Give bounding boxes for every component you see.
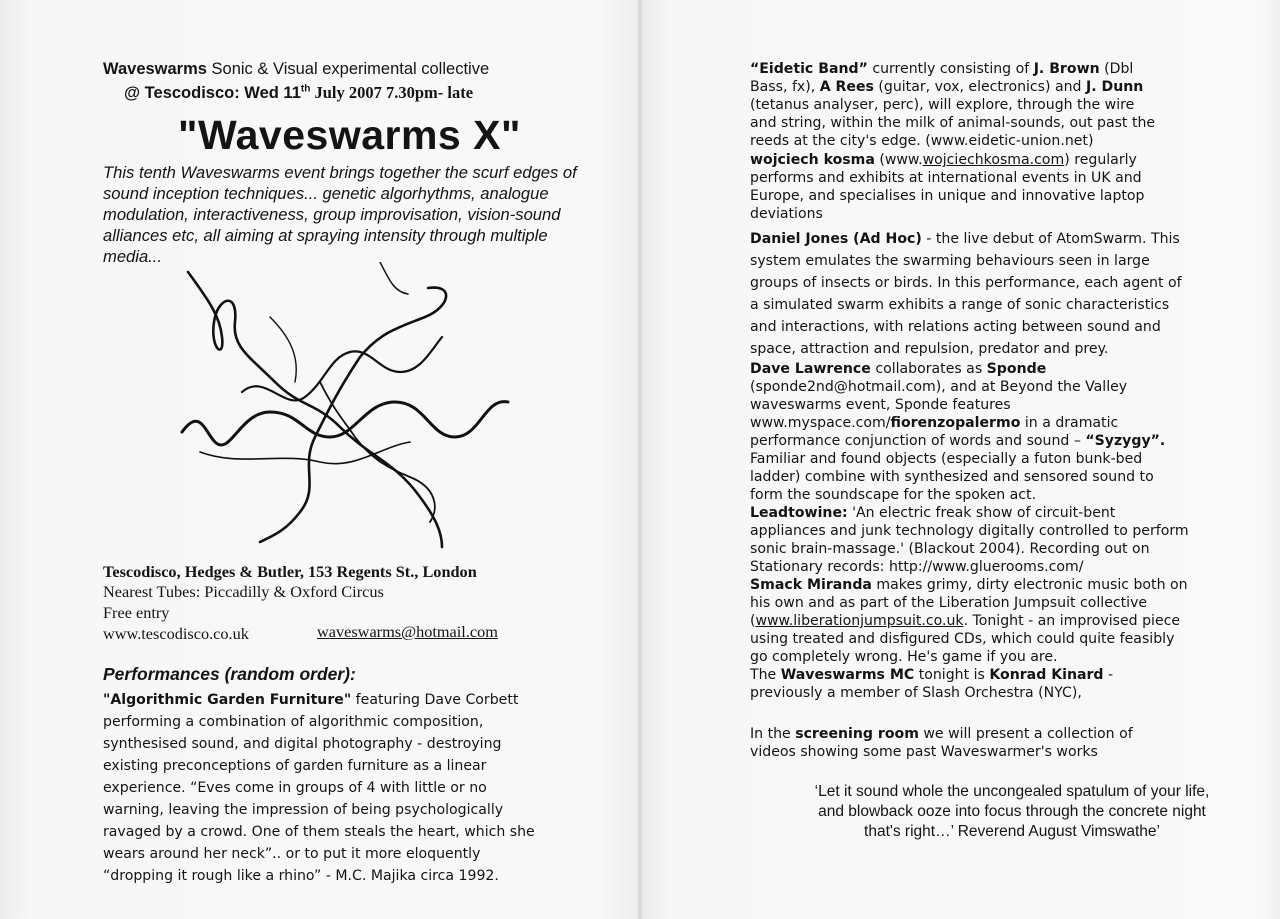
- eidetic-line: reeds at the city's edge. (www.eidetic-union.net): [750, 133, 1094, 149]
- lawrence-name: Dave Lawrence: [750, 361, 871, 377]
- kosma-line: Europe, and specialises in unique and innovative laptop: [750, 188, 1145, 204]
- header-line-2: [124, 83, 473, 103]
- jones-line: [750, 230, 1180, 249]
- closing-quote: [742, 782, 1280, 842]
- smack-line: [750, 612, 1180, 631]
- member-j-brown: J. Brown: [1033, 61, 1100, 77]
- smack-line: using treated and disfigured CDs, which could quite feasibly: [750, 631, 1175, 647]
- syzygy-title: “Syzygy”: [1085, 433, 1160, 449]
- header-line-1: [103, 60, 489, 79]
- mc-text: -: [1103, 667, 1114, 683]
- smack-line: [750, 576, 1188, 595]
- venue-date: @ Tescodisco: Wed 11: [124, 84, 301, 102]
- right-page: [642, 0, 1280, 919]
- lawrence-text: .: [1159, 433, 1166, 449]
- smack-text: (: [750, 613, 756, 629]
- screening-line: [750, 725, 1133, 744]
- first-act-line: performing a combination of algorithmic composition,: [103, 714, 484, 730]
- quote-line: ‘Let it sound whole the uncongealed spatulum of your life,: [814, 783, 1210, 800]
- leadtowine-text: 'An electric freak show of circuit-bent: [847, 505, 1116, 521]
- jones-line: a simulated swarm exhibits a range of sonic characteristics: [750, 297, 1170, 313]
- collective-description: Sonic & Visual experimental collective: [206, 60, 490, 78]
- smack-text: . Tonight - an improvised piece: [963, 613, 1181, 629]
- myspace-handle: fiorenzopalermo: [890, 415, 1021, 431]
- performances-heading-colon: :: [350, 664, 356, 684]
- screening-room: screening room: [795, 726, 919, 742]
- first-act-line: experience. “Eves come in groups of 4 with little or no: [103, 780, 487, 796]
- lawrence-line: ladder) combine with synthesized and sensored sound to: [750, 469, 1154, 485]
- first-act-line: synthesised sound, and digital photography - destroying: [103, 736, 502, 752]
- first-act-line: ravaged by a crowd. One of them steals the heart, which she: [103, 824, 535, 840]
- intro-paragraph: This tenth Waveswarms event brings together the scurf edges of sound inception techniques... genetic algorhythms, analogue modulation, interactiveness, group improvisation, vision-sound alliances etc, all aiming at spraying intensity through multiple media...: [103, 163, 577, 266]
- eidetic-band-name: “Eidetic Band”: [750, 61, 868, 77]
- kosma-text: ) regularly: [1064, 152, 1137, 168]
- first-act-line-1: [103, 691, 518, 710]
- lawrence-line: (sponde2nd@hotmail.com), and at Beyond the Valley: [750, 379, 1128, 395]
- mc-text: The: [750, 667, 781, 683]
- eidetic-line: [750, 60, 1133, 79]
- kosma-name: wojciech kosma: [750, 152, 875, 168]
- page-title: "Waveswarms X": [178, 112, 521, 158]
- eidetic-text: (guitar, vox, electronics) and: [873, 79, 1086, 95]
- kosma-line: performs and exhibits at international events in UK and: [750, 170, 1142, 186]
- lawrence-text: performance conjunction of words and sound –: [750, 433, 1086, 449]
- lawrence-line: waveswarms event, Sponde features: [750, 397, 1011, 413]
- first-act-line: “dropping it rough like a rhino” - M.C. Majika circa 1992.: [103, 868, 499, 884]
- member-j-dunn: J. Dunn: [1085, 79, 1144, 95]
- first-act-line: existing preconceptions of garden furniture as a linear: [103, 758, 487, 774]
- nearest-tubes: Nearest Tubes: Piccadilly & Oxford Circus: [103, 582, 384, 601]
- screening-text: In the: [750, 726, 796, 742]
- first-act-text: featuring Dave Corbett: [351, 692, 519, 708]
- jones-line: system emulates the swarming behaviours seen in large: [750, 253, 1150, 269]
- screening-text: we will present a collection of: [918, 726, 1133, 742]
- leadtowine-name: Leadtowine:: [750, 505, 848, 521]
- jones-line: groups of insects or birds. In this performance, each agent of: [750, 275, 1182, 291]
- leadtowine-line: appliances and junk technology digitally controlled to perform: [750, 523, 1189, 539]
- website-link[interactable]: www.tescodisco.co.uk: [103, 624, 249, 643]
- first-act-line: wears around her neck”.. or to put it more eloquently: [103, 846, 481, 862]
- screening-line: videos showing some past Waveswarmer's works: [750, 744, 1098, 760]
- eidetic-text: currently consisting of: [867, 61, 1034, 77]
- jones-line: and interactions, with relations acting between sound and: [750, 319, 1161, 335]
- eidetic-line: (tetanus analyser, perc), will explore, through the wire: [750, 97, 1135, 113]
- member-a-rees: A Rees: [819, 79, 874, 95]
- lawrence-line: [750, 432, 1165, 451]
- quote-line: and blowback ooze into focus through the concrete night: [818, 803, 1206, 820]
- mc-text: tonight is: [914, 667, 990, 683]
- left-page: [0, 0, 638, 919]
- eidetic-text: (Dbl: [1099, 61, 1134, 77]
- collective-name: Waveswarms: [103, 60, 207, 78]
- sponde-alias: Sponde: [986, 361, 1047, 377]
- lawrence-text: collaborates as: [870, 361, 987, 377]
- kosma-line: deviations: [750, 206, 823, 222]
- mc-title: Waveswarms MC: [780, 667, 915, 683]
- wave-swarm-illustration: [180, 262, 520, 562]
- myspace-link: www.myspace.com/: [750, 415, 891, 431]
- eidetic-line: [750, 78, 1143, 97]
- kosma-link[interactable]: wojciechkosma.com: [922, 152, 1065, 168]
- lawrence-text: in a dramatic: [1020, 415, 1119, 431]
- venue-address: Tescodisco, Hedges & Butler, 153 Regents St., London: [103, 562, 477, 581]
- lawrence-line: [750, 414, 1118, 433]
- smack-line: go completely wrong. He's game if you are.: [750, 649, 1058, 665]
- kosma-text: (www.: [874, 152, 923, 168]
- jones-text: - the live debut of AtomSwarm. This: [921, 231, 1180, 247]
- eidetic-line: and string, within the milk of animal-sounds, out past the: [750, 115, 1156, 131]
- eidetic-text: Bass, fx),: [750, 79, 820, 95]
- free-entry: Free entry: [103, 603, 170, 622]
- leadtowine-line: [750, 504, 1115, 523]
- date-time: July 2007 7.30pm- late: [310, 83, 474, 102]
- jones-name: Daniel Jones (Ad Hoc): [750, 231, 922, 247]
- lawrence-line: Familiar and found objects (especially a futon bunk-bed: [750, 451, 1143, 467]
- liberation-jumpsuit-link[interactable]: www.liberationjumpsuit.co.uk: [755, 613, 964, 629]
- smack-miranda-name: Smack Miranda: [750, 577, 872, 593]
- first-act-line: warning, leaving the impression of being psychologically: [103, 802, 504, 818]
- mc-line: [750, 666, 1113, 685]
- jones-line: space, attraction and repulsion, predator and prey.: [750, 341, 1109, 357]
- smack-text: makes grimy, dirty electronic music both on: [871, 577, 1188, 593]
- quote-line: that's right…’ Reverend August Vimswathe’: [864, 823, 1160, 840]
- email-link[interactable]: waveswarms@hotmail.com: [317, 622, 498, 641]
- performances-heading-text: Performances (random order): [103, 664, 351, 684]
- lawrence-line: form the soundscape for the spoken act.: [750, 487, 1037, 503]
- leadtowine-line: sonic brain-massage.' (Blackout 2004). Recording out on: [750, 541, 1150, 557]
- mc-name: Konrad Kinard: [989, 667, 1104, 683]
- smack-line: his own and as part of the Liberation Jumpsuit collective: [750, 595, 1148, 611]
- leadtowine-line: Stationary records: http://www.gluerooms.com/: [750, 559, 1084, 575]
- mc-line: previously a member of Slash Orchestra (NYC),: [750, 685, 1082, 701]
- performances-heading: [103, 664, 356, 685]
- lawrence-line: [750, 360, 1046, 379]
- first-act-name: "Algorithmic Garden Furniture": [103, 692, 352, 708]
- kosma-line: [750, 151, 1137, 170]
- date-superscript: th: [300, 83, 311, 95]
